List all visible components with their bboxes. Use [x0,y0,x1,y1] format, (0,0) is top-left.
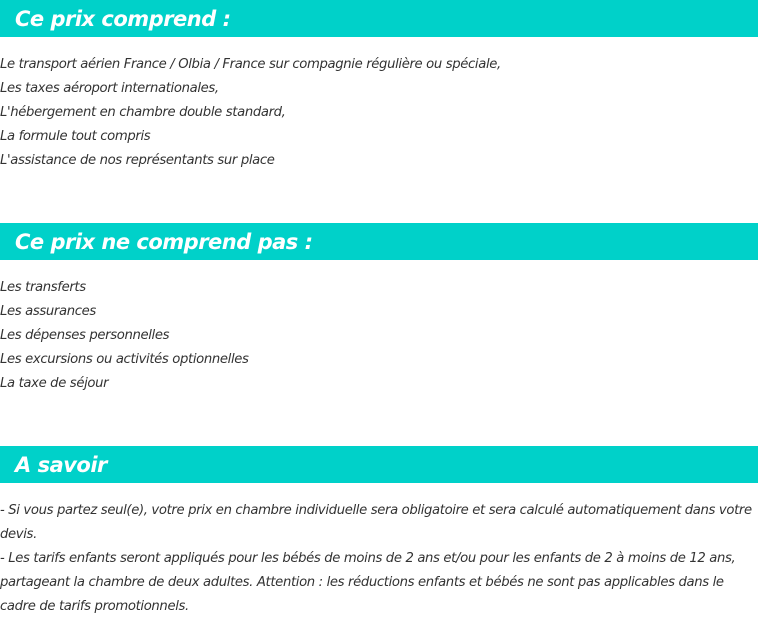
section-header-included [0,0,758,37]
info-paragraph: - Les tarifs enfants seront appliqués pour les bébés de moins de 2 ans et/ou pour les enfants de 2 à moins de 12 ans, partageant la chambre de deux adultes. Attention : les réductions enfants et bébés ne sont pas applicables dans le cadre de tarifs promotionnels. [0,551,736,614]
section-good-to-know [0,446,758,619]
list-item: La taxe de séjour [0,376,109,391]
list-item: Les excursions ou activités optionnelles [0,352,249,367]
section-header-not-included [0,223,758,260]
section-title: Ce prix comprend : [15,6,231,31]
list-item: Les transferts [0,280,86,295]
list-item: Les assurances [0,304,96,319]
info-paragraph: - Si vous partez seul(e), votre prix en chambre individuelle sera obligatoire et sera calculé automatiquement dans votre devis. [0,503,752,542]
list-item: L'hébergement en chambre double standard, [0,105,286,120]
list-item: Le transport aérien France / Olbia / France sur compagnie régulière ou spéciale, [0,57,501,72]
section-header-good-to-know [0,446,758,483]
section-included [0,0,758,173]
section-title: A savoir [15,452,107,477]
list-item: La formule tout compris [0,129,151,144]
list-item: Les dépenses personnelles [0,328,170,343]
list-item: Les taxes aéroport internationales, [0,81,219,96]
not-included-list [0,276,758,396]
included-list [0,53,758,173]
list-item: L'assistance de nos représentants sur place [0,153,275,168]
section-not-included [0,223,758,396]
good-to-know-text [0,499,758,619]
section-title: Ce prix ne comprend pas : [15,229,313,254]
